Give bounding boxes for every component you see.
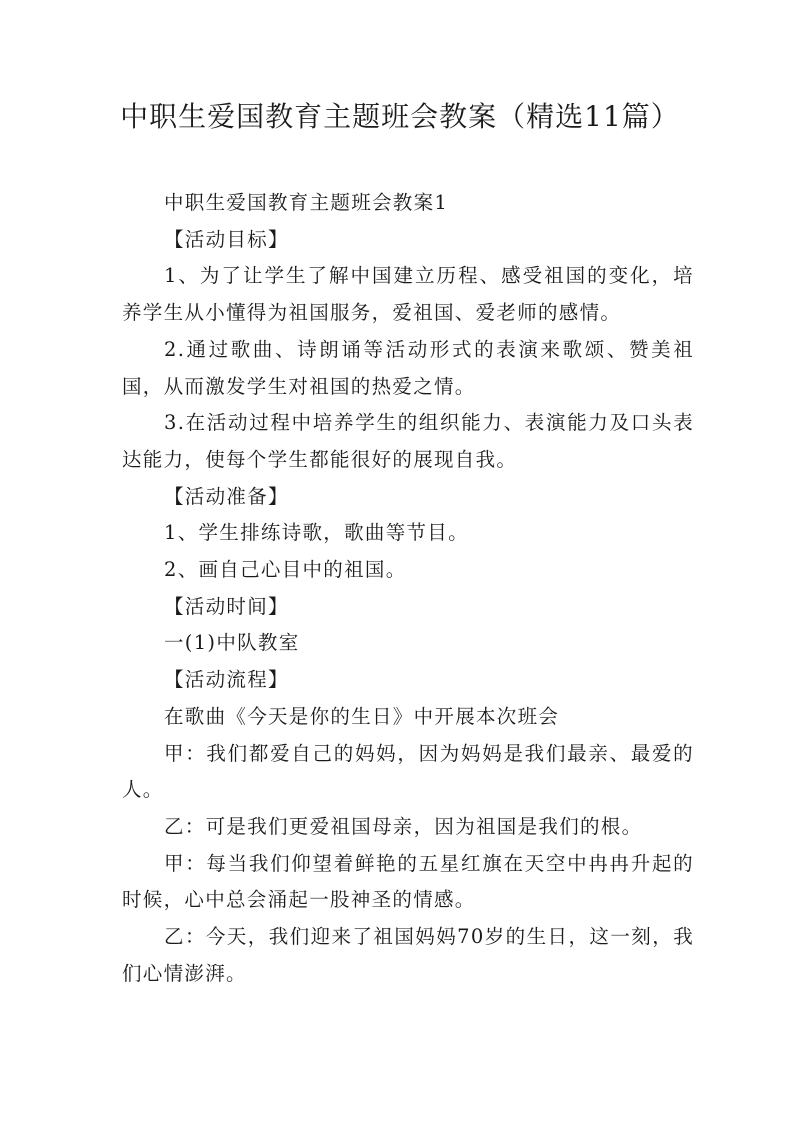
activity-time-heading: 【活动时间】 xyxy=(164,594,289,618)
activity-goals-heading: 【活动目标】 xyxy=(164,227,289,251)
dialogue-line-2: 乙：可是我们更爱祖国母亲，因为祖国是我们的根。 xyxy=(164,814,643,838)
goal-item-1: 1、为了让学生了解中国建立历程、感受祖国的变化，培养学生从小懂得为祖国服务，爱祖国、爱老师的感情。 xyxy=(122,264,694,325)
section-heading: 中职生爱国教育主题班会教案1 xyxy=(164,191,449,214)
preparation-item-1: 1、学生排练诗歌，歌曲等节目。 xyxy=(164,521,469,545)
dialogue-line-4: 乙：今天，我们迎来了祖国妈妈70岁的生日，这一刻，我们心情澎湃。 xyxy=(122,925,694,985)
preparation-item-2: 2、画自己心目中的祖国。 xyxy=(164,558,407,582)
dialogue-line-1: 甲：我们都爱自己的妈妈，因为妈妈是我们最亲、最爱的人。 xyxy=(122,741,694,802)
activity-preparation-heading: 【活动准备】 xyxy=(164,484,289,508)
document-title: 中职生爱国教育主题班会教案（精选11篇） xyxy=(120,100,680,133)
activity-process-heading: 【活动流程】 xyxy=(164,668,289,692)
activity-location: 一(1)中队教室 xyxy=(164,631,300,655)
goal-item-2: 2.通过歌曲、诗朗诵等活动形式的表演来歌颂、赞美祖国，从而激发学生对祖国的热爱之情。 xyxy=(122,337,694,398)
process-intro: 在歌曲《今天是你的生日》中开展本次班会 xyxy=(164,704,560,728)
document-body xyxy=(122,185,694,992)
dialogue-line-3: 甲：每当我们仰望着鲜艳的五星红旗在天空中冉冉升起的时候，心中总会涌起一股神圣的情感。 xyxy=(122,851,694,912)
goal-item-3: 3.在活动过程中培养学生的组织能力、表演能力及口头表达能力，使每个学生都能很好的展现自我。 xyxy=(122,411,694,471)
